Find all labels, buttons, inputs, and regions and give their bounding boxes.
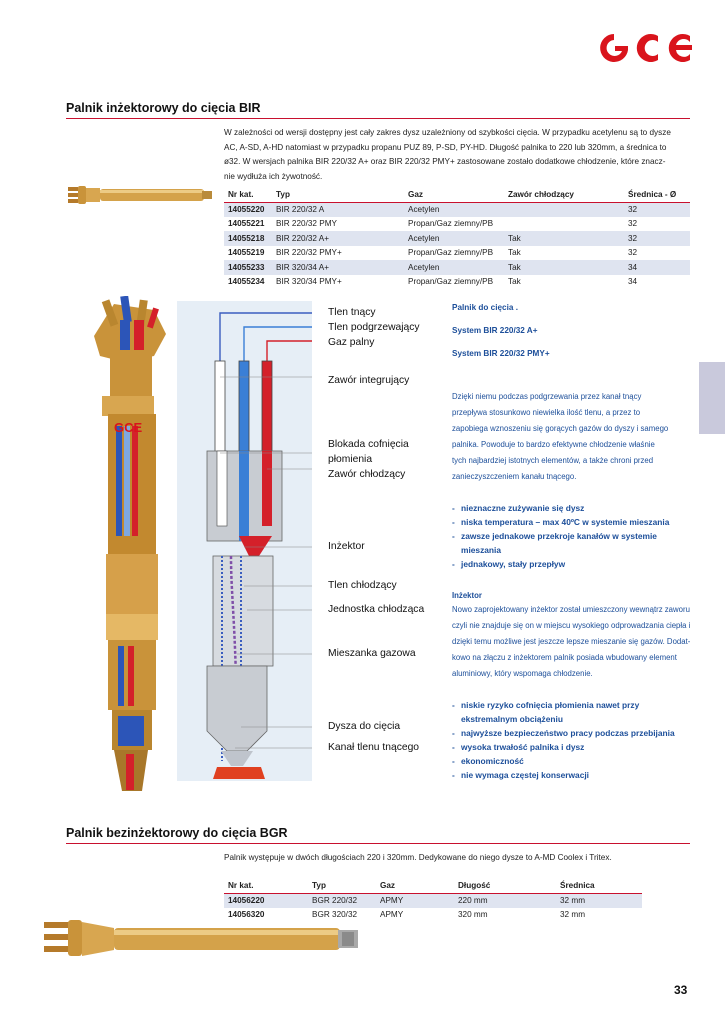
section-title-bir: Palnik inżektorowy do cięcia BIR bbox=[66, 101, 261, 115]
col-header: Typ bbox=[272, 187, 404, 202]
list-item-text: wysoka trwałość palnika i dysz bbox=[461, 742, 585, 752]
intro-line: ø32. W wersjach palnika BIR 220/32 A+ oraz BIR 220/32 PMY+ zastosowane zostało dodatkowe chłodzenie, które znacz- bbox=[224, 157, 666, 167]
cell: 14055220 bbox=[224, 202, 272, 217]
bgr-intro: Palnik występuje w dwóch długościach 220 i 320mm. Dedykowane do niego dysze to A-MD Coolex i Tritex. bbox=[224, 853, 612, 862]
cell: 14056320 bbox=[228, 910, 265, 920]
cell: 14055218 bbox=[224, 231, 272, 246]
system-heading: Palnik do cięcia . bbox=[452, 303, 518, 312]
list-item-text: nie wymaga częstej konserwacji bbox=[461, 770, 590, 780]
cell: Tak bbox=[508, 248, 521, 258]
cell: 32 mm bbox=[560, 910, 586, 920]
cell: Propan/Gaz ziemny/PB bbox=[408, 248, 494, 258]
col-header: Typ bbox=[308, 878, 376, 893]
list-item-text: najwyższe bezpieczeństwo pracy podczas przebijania bbox=[461, 728, 675, 738]
system-name-1: System BIR 220/32 A+ bbox=[452, 326, 538, 335]
label-cutting-oxygen-channel: Kanał tlenu tnącego bbox=[328, 742, 420, 753]
cell: 14055233 bbox=[224, 260, 272, 275]
section-title-bgr: Palnik bezinżektorowy do cięcia BGR bbox=[66, 826, 288, 840]
cell: APMY bbox=[376, 893, 454, 908]
table-row bbox=[224, 260, 690, 275]
system-description bbox=[452, 389, 692, 485]
cell bbox=[504, 217, 624, 232]
col-header: Nr kat. bbox=[224, 878, 308, 893]
cell: Tak bbox=[504, 260, 624, 275]
bir-intro bbox=[224, 126, 690, 184]
para-line: aluminiowy, który wspomaga chłodzenie. bbox=[452, 669, 593, 678]
label-preheat-oxygen: Tlen podgrzewający bbox=[328, 322, 420, 333]
label-cooling-oxygen: Tlen chłodzący bbox=[328, 580, 397, 591]
cell: Propan/Gaz ziemny/PB bbox=[408, 277, 494, 287]
label-cutting-nozzle: Dysza do cięcia bbox=[328, 721, 401, 732]
cell: BIR 320/34 A+ bbox=[272, 260, 404, 275]
cell: BIR 220/32 A bbox=[272, 202, 404, 217]
table-row bbox=[224, 893, 642, 908]
cell: Tak bbox=[508, 277, 521, 287]
label-integrated-valve: Zawór integrujący bbox=[328, 375, 410, 386]
label-gas-mixture: Mieszanka gazowa bbox=[328, 648, 416, 659]
list-item: - nieznaczne zużywanie się dysz bbox=[452, 503, 585, 513]
para-line: palnika. Powoduje to bardzo efektywne chłodzenie właśnie bbox=[452, 440, 655, 449]
cell: 32 bbox=[628, 219, 638, 229]
cell: 14055234 bbox=[228, 277, 265, 287]
col-header: Gaz bbox=[404, 187, 504, 202]
label-cooling-unit: Jednostka chłodząca bbox=[328, 604, 425, 615]
list-item: - niska temperatura – max 40ºC w systemie mieszania bbox=[452, 517, 670, 527]
cutaway-logo: GCE bbox=[114, 420, 143, 435]
list-item: - ekonomiczność bbox=[452, 756, 524, 766]
list-item: - zawsze jednakowe przekroje kanałów w systemie mieszania bbox=[452, 531, 657, 555]
label-fuel-gas: Gaz palny bbox=[328, 337, 375, 348]
system-name-2: System BIR 220/32 PMY+ bbox=[452, 349, 550, 358]
label-cutting-oxygen: Tlen tnący bbox=[328, 307, 376, 318]
table-row bbox=[224, 202, 690, 217]
col-header: Nr kat. bbox=[224, 187, 272, 202]
cell: 34 bbox=[624, 260, 690, 275]
title-rule bbox=[66, 118, 690, 119]
list-item-text: zawsze jednakowe przekroje kanałów w systemie mieszania bbox=[461, 531, 657, 555]
cell: BIR 220/32 PMY+ bbox=[276, 248, 342, 258]
bir-table bbox=[224, 187, 690, 289]
cell: APMY bbox=[380, 910, 404, 920]
title-rule bbox=[66, 843, 690, 844]
cell: Tak bbox=[504, 231, 624, 246]
bgr-torch-image bbox=[44, 912, 364, 968]
para-line: przepływa stosunkowo niewielka ilość tlenu, a przez to bbox=[452, 408, 641, 417]
list-item: - wysoka trwałość palnika i dysz bbox=[452, 742, 585, 752]
list-item: - nie wymaga częstej konserwacji bbox=[452, 770, 590, 780]
gce-logo bbox=[598, 28, 694, 68]
table-row bbox=[224, 231, 690, 246]
para-line: kowo na złączu z inżektorem palnik posiada wbudowany element bbox=[452, 653, 677, 662]
col-header: Średnica bbox=[556, 878, 642, 893]
cell: BGR 320/32 bbox=[312, 910, 358, 920]
cell: BGR 220/32 bbox=[308, 893, 376, 908]
injector-description bbox=[452, 602, 692, 682]
cutaway-torch-image bbox=[84, 296, 176, 798]
para-line: zanieczyszczeniem kanału tnącego. bbox=[452, 472, 577, 481]
table-row bbox=[224, 217, 690, 232]
col-header: Gaz bbox=[376, 878, 454, 893]
cell: 14055221 bbox=[228, 219, 265, 229]
label-cooling-valve: Zawór chłodzący bbox=[328, 469, 406, 480]
col-header: Zawór chłodzący bbox=[504, 187, 624, 202]
para-line: tych najbardziej istotnych elementów, a także chroni przed bbox=[452, 456, 654, 465]
cell: 220 mm bbox=[454, 893, 556, 908]
label-flashback-arrestor-2: płomienia bbox=[328, 454, 373, 465]
table-row bbox=[224, 246, 690, 261]
label-injector: Inżektor bbox=[328, 541, 365, 552]
list-item-text: ekonomiczność bbox=[461, 756, 524, 766]
cell: BIR 220/32 PMY bbox=[276, 219, 337, 229]
col-header: Długość bbox=[454, 878, 556, 893]
list-item: - jednakowy, stały przepływ bbox=[452, 559, 566, 569]
cell: BIR 220/32 A+ bbox=[272, 231, 404, 246]
page-number: 33 bbox=[674, 983, 688, 997]
list-item: - niskie ryzyko cofnięcia płomienia nawet przy ekstremalnym obciążeniu bbox=[452, 700, 640, 724]
para-line: Nowo zaprojektowany inżektor został umieszczony wewnątrz zaworu bbox=[452, 605, 690, 614]
cell: 32 bbox=[628, 248, 638, 258]
para-line: dzięki temu możliwe jest jeszcze lepsze mieszanie się gazów. Dodat- bbox=[452, 637, 691, 646]
cell: Acetylen bbox=[404, 260, 504, 275]
side-tab-marker bbox=[699, 362, 725, 434]
cell: Acetylen bbox=[404, 202, 504, 217]
label-flashback-arrestor: Blokada cofnięcia bbox=[328, 439, 409, 450]
cell: 320 mm bbox=[458, 910, 488, 920]
intro-line: AC, A-SD, A-HD natomiast w przypadku propanu PUZ 89, P-SD, PY-HD. Długość palnika to 220 lub 320mm, a średnica to bbox=[224, 142, 667, 152]
para-line: czyli nie znajduje się on w miejscu wysokiego odprowadzania ciepła i bbox=[452, 621, 691, 630]
cell: Propan/Gaz ziemny/PB bbox=[408, 219, 494, 229]
cell: Acetylen bbox=[404, 231, 504, 246]
cell: 32 bbox=[624, 231, 690, 246]
cell bbox=[504, 202, 624, 217]
list-item-text: niskie ryzyko cofnięcia płomienia nawet przy ekstremalnym obciążeniu bbox=[461, 700, 640, 724]
cell: 14056220 bbox=[224, 893, 308, 908]
list-item: - najwyższe bezpieczeństwo pracy podczas przebijania bbox=[452, 728, 675, 738]
cell: 32 mm bbox=[556, 893, 642, 908]
bir-torch-image bbox=[64, 178, 216, 214]
para-line: Dzięki niemu podczas podgrzewania przez kanał tnący bbox=[452, 392, 642, 401]
list-item-text: jednakowy, stały przepływ bbox=[461, 559, 566, 569]
list-item-text: niska temperatura – max 40ºC w systemie mieszania bbox=[461, 517, 670, 527]
table-row bbox=[224, 275, 690, 290]
intro-line: nie wydłuża ich żywotność. bbox=[224, 171, 323, 181]
cell: 32 bbox=[624, 202, 690, 217]
cell: 14055219 bbox=[228, 248, 265, 258]
injector-heading: Inżektor bbox=[452, 591, 482, 600]
benefits-list-2 bbox=[452, 698, 692, 782]
cell: BIR 320/34 PMY+ bbox=[276, 277, 342, 287]
intro-line: W zależności od wersji dostępny jest cały zakres dysz uzależniony od szybkości cięcia. W przypadku acetylenu są to dysze bbox=[224, 128, 671, 137]
benefits-list-1 bbox=[452, 501, 692, 571]
schematic-svg bbox=[177, 301, 312, 781]
schematic-diagram bbox=[177, 301, 312, 781]
list-item-text: nieznaczne zużywanie się dysz bbox=[461, 503, 585, 513]
cell: 34 bbox=[628, 277, 638, 287]
para-line: zapobiega wznoszeniu się gorących gazów do dyszy i samego bbox=[452, 424, 669, 433]
col-header: Średnica - Ø bbox=[624, 187, 690, 202]
